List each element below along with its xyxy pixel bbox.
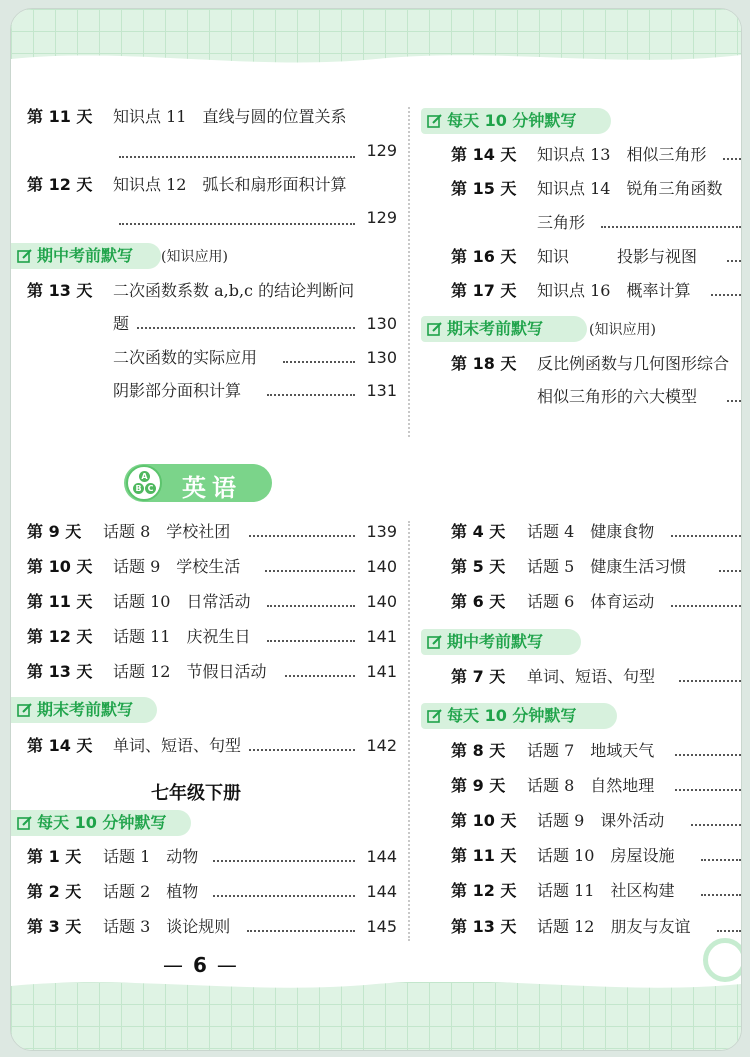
dot-leader	[265, 570, 355, 572]
dot-leader	[283, 361, 355, 363]
icon-letter: C	[145, 483, 156, 494]
dot-leader	[701, 859, 741, 861]
page-ref: 144	[366, 847, 397, 866]
pencil-note-icon	[17, 815, 33, 831]
pencil-note-icon	[427, 634, 443, 650]
abc-blocks-icon	[126, 465, 162, 501]
page-ref: 140	[366, 592, 397, 611]
entry-title: 二次函数的实际应用	[113, 348, 258, 367]
bottom-wave	[11, 970, 741, 998]
day-label: 第 8 天	[451, 741, 506, 760]
dot-leader	[717, 930, 741, 932]
day-label: 第 13 天	[27, 281, 93, 300]
day-label: 第 11 天	[27, 107, 93, 126]
toc-entry[interactable]	[27, 735, 241, 757]
dot-leader	[267, 640, 355, 642]
toc-entry[interactable]	[27, 846, 198, 868]
page-ref: 129	[366, 141, 397, 160]
dot-leader	[267, 394, 355, 396]
pencil-note-icon	[427, 708, 443, 724]
toc-entry[interactable]	[451, 591, 654, 613]
entry-title: 话题 8 学校社团	[103, 522, 231, 541]
page-ref: 130	[366, 348, 397, 367]
entry-continuation: 题	[113, 314, 130, 333]
day-label: 第 10 天	[27, 557, 93, 576]
section-tag-final	[11, 697, 157, 723]
dot-leader	[119, 223, 355, 225]
page-ref: 144	[366, 882, 397, 901]
subject-banner	[124, 464, 272, 502]
day-label: 第 2 天	[27, 882, 82, 901]
toc-entry[interactable]	[27, 591, 250, 613]
day-label: 第 15 天	[451, 179, 517, 198]
toc-entry[interactable]	[451, 353, 729, 375]
day-label: 第 1 天	[27, 847, 82, 866]
entry-title: 知识点 14 锐角三角函数	[537, 179, 723, 198]
dot-leader	[719, 570, 741, 572]
section-title: 期中考前默写	[447, 632, 544, 651]
icon-letter: B	[133, 483, 144, 494]
dot-leader	[285, 675, 355, 677]
section-tag-final	[421, 316, 587, 342]
pencil-note-icon	[17, 702, 33, 718]
entry-title: 知识 投影与视图	[537, 247, 698, 266]
toc-entry[interactable]	[451, 178, 722, 200]
page-ref: 140	[366, 557, 397, 576]
toc-subentry[interactable]	[113, 347, 257, 369]
entry-title: 话题 9 学校生活	[113, 557, 241, 576]
entry-title: 话题 6 体育运动	[527, 592, 655, 611]
toc-entry[interactable]	[27, 661, 266, 683]
dot-leader	[675, 754, 741, 756]
toc-entry[interactable]	[451, 810, 664, 832]
day-label: 第 14 天	[451, 145, 517, 164]
day-label: 第 9 天	[451, 776, 506, 795]
entry-title: 话题 12 节假日活动	[113, 662, 267, 681]
page-number: — 6 —	[163, 953, 237, 977]
entry-title: 话题 8 自然地理	[527, 776, 655, 795]
dot-leader	[727, 400, 741, 402]
day-label: 第 12 天	[27, 627, 93, 646]
section-title: 每天 10 分钟默写	[37, 813, 167, 832]
top-wave	[11, 45, 741, 75]
subject-title: 英语	[182, 474, 242, 502]
entry-title: 反比例函数与几何图形综合	[537, 354, 730, 373]
toc-entry[interactable]	[451, 916, 690, 938]
entry-title: 话题 7 地域天气	[527, 741, 655, 760]
day-label: 第 12 天	[451, 881, 517, 900]
section-tag-daily	[421, 108, 611, 134]
page-number-value: 6	[193, 953, 207, 977]
page-ref: 141	[366, 662, 397, 681]
day-label: 第 18 天	[451, 354, 517, 373]
entry-title: 知识点 16 概率计算	[537, 281, 691, 300]
day-label: 第 16 天	[451, 247, 517, 266]
page-ref: 145	[366, 917, 397, 936]
dot-leader	[723, 158, 741, 160]
section-title: 每天 10 分钟默写	[447, 706, 577, 725]
icon-letter: A	[139, 471, 150, 482]
section-tag-midterm	[11, 243, 161, 269]
day-label: 第 11 天	[27, 592, 93, 611]
entry-title: 单词、短语、句型	[527, 667, 656, 686]
dot-leader	[671, 605, 741, 607]
entry-title: 话题 10 房屋设施	[537, 846, 675, 865]
toc-subentry[interactable]	[113, 380, 241, 402]
section-note: (知识应用)	[161, 249, 228, 265]
entry-continuation: 三角形	[537, 213, 586, 232]
dot-leader	[679, 680, 741, 682]
toc-entry[interactable]	[27, 174, 346, 196]
day-label: 第 14 天	[27, 736, 93, 755]
entry-title: 单词、短语、句型	[113, 736, 242, 755]
dot-leader	[247, 930, 355, 932]
pencil-note-icon	[427, 113, 443, 129]
section-title: 每天 10 分钟默写	[447, 111, 577, 130]
toc-entry[interactable]	[27, 106, 346, 128]
day-label: 第 5 天	[451, 557, 506, 576]
page-ref: 131	[366, 381, 397, 400]
section-title: 期末考前默写	[37, 700, 134, 719]
entry-title: 话题 4 健康食物	[527, 522, 655, 541]
pencil-note-icon	[17, 248, 33, 264]
dot-leader	[727, 260, 741, 262]
page-ref: 141	[366, 627, 397, 646]
dot-leader	[249, 535, 355, 537]
entry-title: 话题 1 动物	[103, 847, 199, 866]
section-tag-daily	[421, 703, 617, 729]
page-ref: 139	[366, 522, 397, 541]
toc-entry[interactable]	[27, 521, 230, 543]
dot-leader	[675, 789, 741, 791]
page-ref: 130	[366, 314, 397, 333]
day-label: 第 3 天	[27, 917, 82, 936]
page-ref: 142	[366, 736, 397, 755]
entry-title: 话题 5 健康生活习惯	[527, 557, 687, 576]
toc-entry[interactable]	[451, 521, 654, 543]
toc-entry[interactable]	[27, 881, 198, 903]
dot-leader	[701, 894, 741, 896]
day-label: 第 6 天	[451, 592, 506, 611]
entry-title: 话题 11 庆祝生日	[113, 627, 251, 646]
dot-leader	[711, 294, 741, 296]
toc-entry[interactable]	[451, 845, 674, 867]
dot-leader	[249, 749, 355, 751]
toc-entry[interactable]	[451, 880, 674, 902]
decorative-ring-icon	[703, 938, 742, 982]
section-title: 期末考前默写	[447, 319, 544, 338]
dot-leader	[137, 327, 355, 329]
entry-title: 话题 11 社区构建	[537, 881, 675, 900]
entry-title: 知识点 12 弧长和扇形面积计算	[113, 175, 347, 194]
day-label: 第 10 天	[451, 811, 517, 830]
day-label: 第 7 天	[451, 667, 506, 686]
section-title: 期中考前默写	[37, 246, 134, 265]
toc-entry[interactable]	[451, 775, 654, 797]
entry-continuation: 相似三角形的六大模型	[537, 387, 698, 406]
entry-title: 阴影部分面积计算	[113, 381, 242, 400]
section-tag-midterm	[421, 629, 581, 655]
toc-entry[interactable]	[451, 280, 690, 302]
pencil-note-icon	[427, 321, 443, 337]
entry-title: 话题 2 植物	[103, 882, 199, 901]
entry-title: 二次函数系数 a,b,c 的结论判断问	[113, 281, 355, 300]
dot-leader	[671, 535, 741, 537]
entry-title: 知识点 13 相似三角形	[537, 145, 707, 164]
column-divider-top	[408, 107, 410, 437]
toc-page	[10, 8, 742, 1051]
dot-leader	[213, 860, 355, 862]
day-label: 第 17 天	[451, 281, 517, 300]
grade-heading: 七年级下册	[151, 783, 241, 804]
section-note: (知识应用)	[589, 322, 656, 338]
entry-title: 话题 12 朋友与友谊	[537, 917, 691, 936]
column-divider-bottom	[408, 521, 410, 941]
toc-entry[interactable]	[451, 740, 654, 762]
page-ref: 129	[366, 208, 397, 227]
entry-title: 话题 3 谈论规则	[103, 917, 231, 936]
toc-entry[interactable]	[451, 556, 686, 578]
dot-leader	[213, 895, 355, 897]
dot-leader	[691, 824, 741, 826]
entry-title: 话题 9 课外活动	[537, 811, 665, 830]
toc-entry[interactable]	[27, 280, 354, 302]
toc-entry[interactable]	[451, 246, 697, 268]
day-label: 第 13 天	[27, 662, 93, 681]
toc-entry[interactable]	[27, 916, 230, 938]
entry-title: 知识点 11 直线与圆的位置关系	[113, 107, 347, 126]
entry-title: 话题 10 日常活动	[113, 592, 251, 611]
day-label: 第 12 天	[27, 175, 93, 194]
day-label: 第 11 天	[451, 846, 517, 865]
dot-leader	[267, 605, 355, 607]
toc-entry[interactable]	[27, 626, 250, 648]
day-label: 第 13 天	[451, 917, 517, 936]
day-label: 第 9 天	[27, 522, 82, 541]
dot-leader	[601, 226, 741, 228]
section-tag-daily	[11, 810, 191, 836]
toc-entry[interactable]	[27, 556, 240, 578]
toc-entry[interactable]	[451, 144, 706, 166]
dot-leader	[119, 156, 355, 158]
day-label: 第 4 天	[451, 522, 506, 541]
toc-entry[interactable]	[451, 666, 655, 688]
